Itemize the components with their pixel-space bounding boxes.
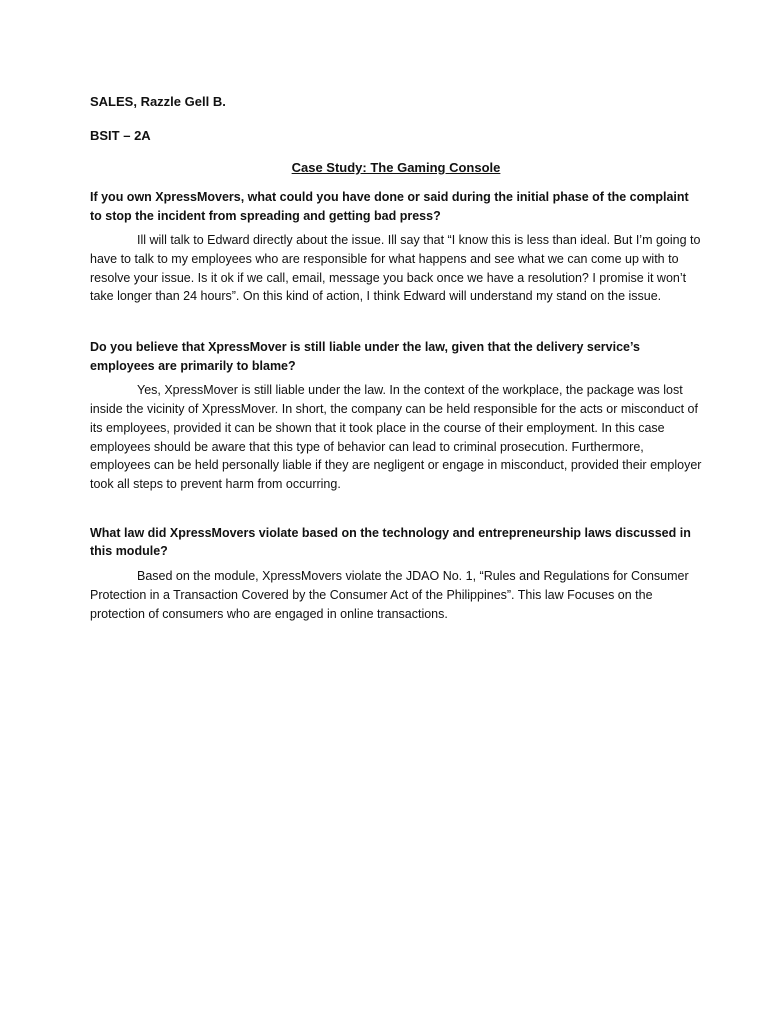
qa-block-1 bbox=[90, 188, 702, 306]
answer-1: Ill will talk to Edward directly about the issue. Ill say that “I know this is less than ideal. But I’m going to have to talk to my employees who are responsible for what happens and see what we can come up with to resolve your issue. Is it ok if we call, email, message you back once we have a resolution? I promise it won’t take longer than 24 hours”. On this kind of action, I think Edward will understand my stand on the issue. bbox=[90, 233, 701, 304]
spacer bbox=[90, 494, 702, 524]
spacer bbox=[90, 306, 702, 338]
answer-3: Based on the module, XpressMovers violate the JDAO No. 1, “Rules and Regulations for Consumer Protection in a Transaction Covered by the Consumer Act of the Philippines”. This law Focuses on the protection of consumers who are engaged in online transactions. bbox=[90, 568, 689, 621]
question-3: What law did XpressMovers violate based on the technology and entrepreneurship laws discussed in this module? bbox=[90, 525, 691, 559]
document-title: Case Study: The Gaming Console bbox=[291, 160, 501, 175]
student-section: BSIT – 2A bbox=[90, 128, 151, 143]
qa-block-2 bbox=[90, 338, 702, 494]
answer-2: Yes, XpressMover is still liable under the law. In the context of the workplace, the package was lost inside the vicinity of XpressMover. In short, the company can be held responsible for the acts or misconduct of its employees, provided it can be shown that it took place in the course of their employment. In this case employees should be aware that this type of behavior can lead to criminal prosecution. Furthermore, employees can be held personally liable if they are negligent or engage in misconduct, provided their employer took all steps to prevent harm from occurring. bbox=[90, 383, 702, 492]
qa-block-3 bbox=[90, 524, 702, 623]
question-2: Do you believe that XpressMover is still liable under the law, given that the delivery service’s employees are primarily to blame? bbox=[90, 340, 640, 373]
student-name: SALES, Razzle Gell B. bbox=[90, 94, 226, 109]
question-1: If you own XpressMovers, what could you have done or said during the initial phase of the complaint to stop the incident from spreading and getting bad press? bbox=[90, 190, 689, 223]
